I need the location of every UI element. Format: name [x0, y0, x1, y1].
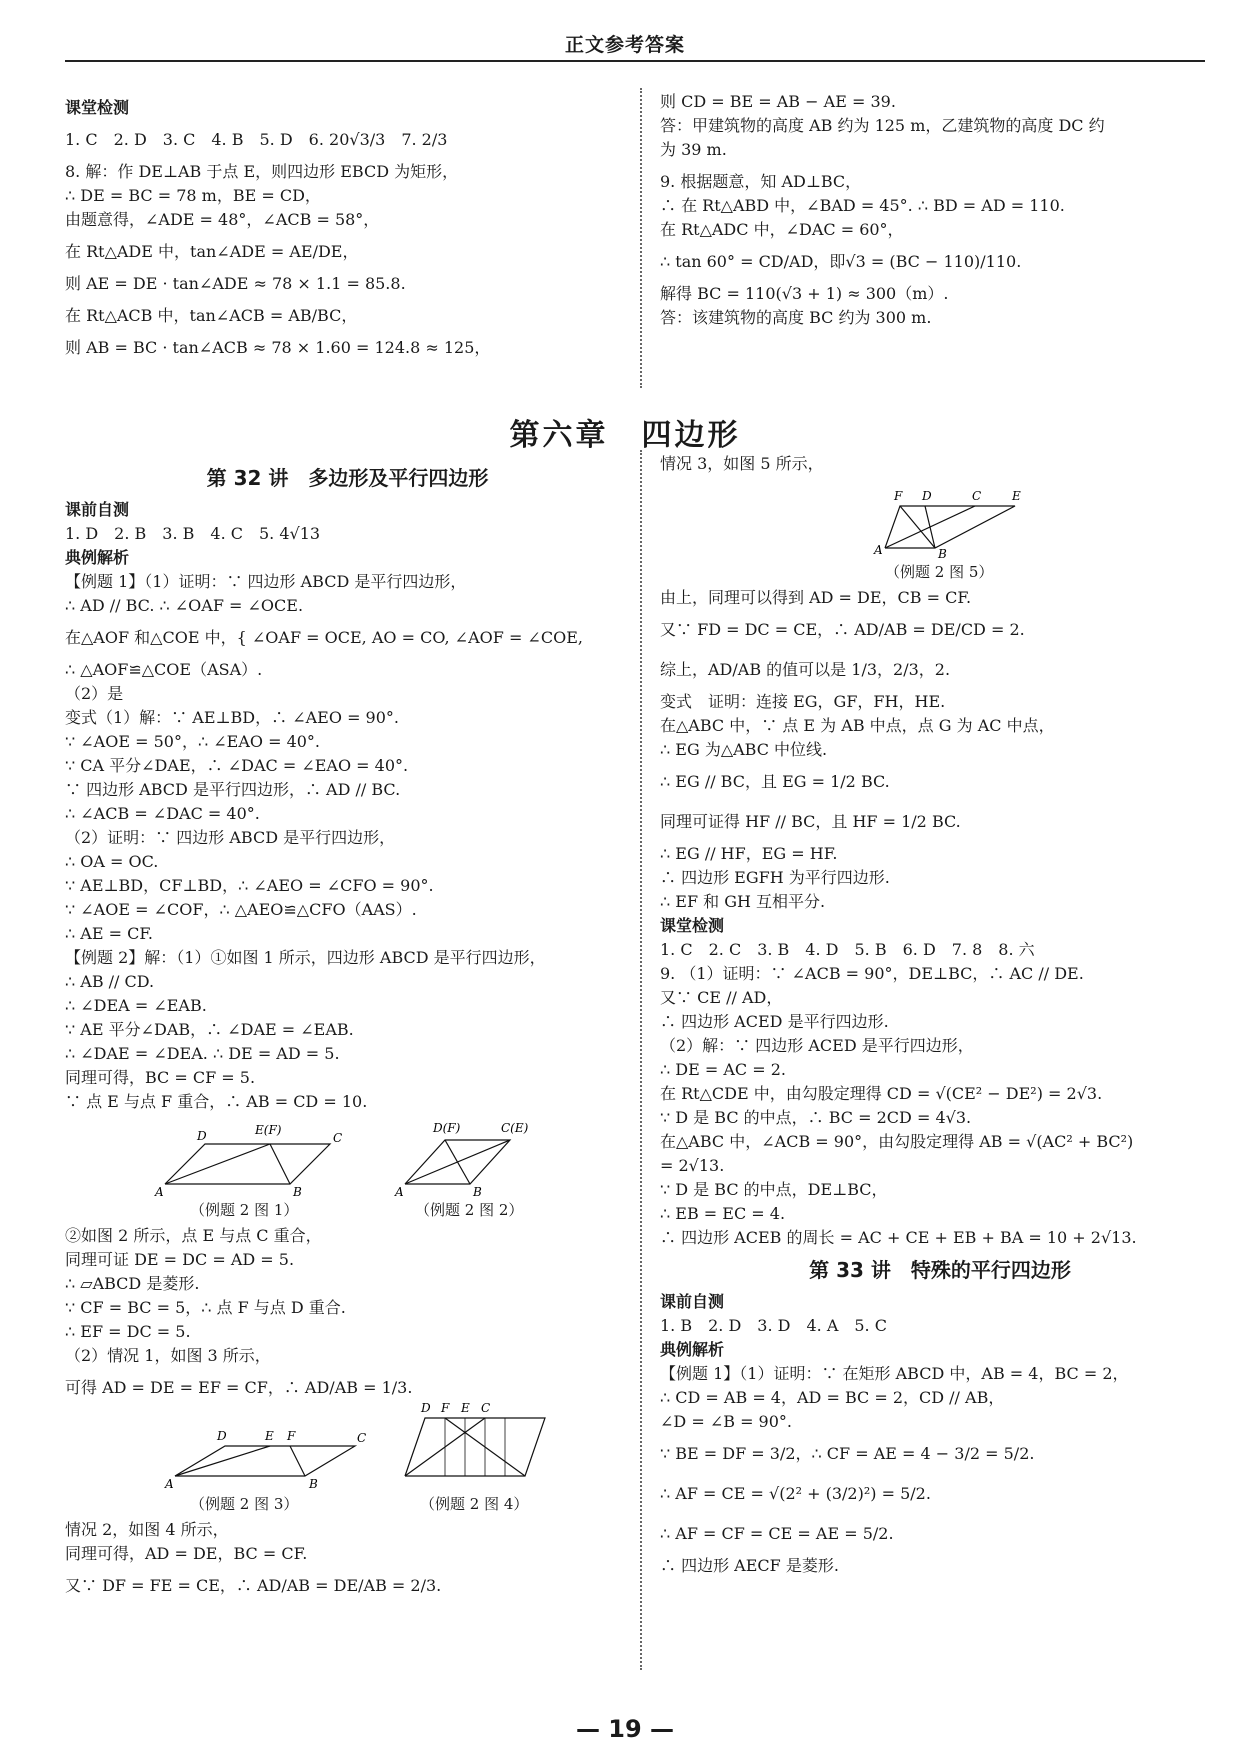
text-line: ∴ EF 和 GH 互相平分.	[660, 892, 826, 911]
text-line: 在 Rt△ACB 中，tan∠ACB = AB/BC，	[65, 306, 358, 325]
text-line: 在△ABC 中，∠ACB = 90°，由勾股定理得 AB = √(AC² + BC²)	[660, 1132, 1134, 1151]
figure-2	[65, 1114, 630, 1199]
svg-text:F: F	[441, 1401, 450, 1415]
section-heading: 课前自测	[660, 1292, 725, 1311]
svg-text:D: D	[197, 1129, 207, 1143]
text-line: ∵ 四边形 ABCD 是平行四边形，∴ AD // BC.	[65, 780, 401, 799]
svg-text:A: A	[155, 1185, 164, 1199]
text-line: ②如图 2 所示，点 E 与点 C 重合，	[65, 1226, 322, 1245]
figure-2-caption: （例题 2 图 2）	[415, 1201, 524, 1219]
text-line: ∴ ∠ACB = ∠DAC = 40°.	[65, 804, 260, 823]
text-line: 情况 2，如图 4 所示，	[65, 1520, 229, 1539]
text-line: 同理可得，BC = CF = 5.	[65, 1068, 256, 1087]
text-line: 情况 3，如图 5 所示，	[660, 454, 824, 473]
text-line: 8. 解：作 DE⊥AB 于点 E，则四边形 EBCD 为矩形，	[65, 162, 459, 181]
text-line: ∴ AE = CF.	[65, 924, 154, 943]
text-line: 为 39 m.	[660, 140, 727, 159]
text-line: ∴ 四边形 EGFH 为平行四边形.	[660, 868, 890, 887]
svg-text:B: B	[938, 547, 947, 561]
text-line: 又∵ CE // AD，	[660, 988, 783, 1007]
text-line: ∴ DE = AC = 2.	[660, 1060, 786, 1079]
text-line: 同理可得，AD = DE，BC = CF.	[65, 1544, 308, 1563]
text-line: ∠D = ∠B = 90°.	[660, 1412, 792, 1431]
text-line: 解得 BC = 110(√3 + 1) ≈ 300（m）.	[660, 284, 949, 303]
text-line: 在 Rt△ADC 中，∠DAC = 60°，	[660, 220, 904, 239]
figure-5-caption: （例题 2 图 5）	[885, 563, 994, 581]
svg-text:A: A	[165, 1477, 174, 1491]
text-line: 由题意得，∠ADE = 48°，∠ACB = 58°，	[65, 210, 380, 229]
text-line: ∴ DE = BC = 78 m，BE = CD，	[65, 186, 321, 205]
text-line: ∴ ∠DAE = ∠DEA. ∴ DE = AD = 5.	[65, 1044, 340, 1063]
svg-text:A: A	[874, 543, 883, 557]
top-right-column	[660, 90, 1210, 330]
text-line: 变式 证明：连接 EG，GF，FH，HE.	[660, 692, 946, 711]
text-line: 1. D 2. B 3. B 4. C 5. 4√13	[65, 524, 321, 543]
text-line: ∵ ∠AOE = ∠COF，∴ △AEO≌△CFO（AAS）.	[65, 900, 417, 919]
text-line: ∴ 四边形 ACED 是平行四边形.	[660, 1012, 889, 1031]
text-line: 答：甲建筑物的高度 AB 约为 125 m，乙建筑物的高度 DC 约	[660, 116, 1105, 135]
svg-text:D(F): D(F)	[433, 1121, 461, 1135]
lecture-title: 第 32 讲 多边形及平行四边形	[206, 466, 489, 490]
svg-text:E: E	[265, 1429, 274, 1443]
text-line: ∵ ∠AOE = 50°，∴ ∠EAO = 40°.	[65, 732, 321, 751]
text-line: ∵ BE = DF = 3/2，∴ CF = AE = 4 − 3/2 = 5/2.	[660, 1444, 1035, 1463]
svg-text:B: B	[473, 1185, 482, 1199]
text-line: ∵ CF = BC = 5，∴ 点 F 与点 D 重合.	[65, 1298, 346, 1317]
header-title: 正文参考答案	[564, 34, 685, 56]
column-divider	[640, 450, 642, 1670]
text-line: ∴ 四边形 ACEB 的周长 = AC + CE + EB + BA = 10 + 2√13.	[660, 1228, 1137, 1247]
svg-text:D: D	[217, 1429, 227, 1443]
text-line: ∵ 点 E 与点 F 重合，∴ AB = CD = 10.	[65, 1092, 368, 1111]
text-line: 在 Rt△CDE 中，由勾股定理得 CD = √(CE² − DE²) = 2√3.	[660, 1084, 1103, 1103]
text-line: 1. C 2. C 3. B 4. D 5. B 6. D 7. 8 8. 六	[660, 940, 1035, 959]
text-line: ∴ AF = CE = √(2² + (3/2)²) = 5/2.	[660, 1484, 931, 1503]
text-line: ∴ AB // CD.	[65, 972, 155, 991]
text-line: ∴ 四边形 AECF 是菱形.	[660, 1556, 839, 1575]
text-line: = 2√13.	[660, 1156, 725, 1175]
text-line: 【例题 2】解：（1）①如图 1 所示，四边形 ABCD 是平行四边形，	[65, 948, 546, 967]
text-line: （2）是	[65, 684, 124, 703]
svg-text:C: C	[972, 489, 982, 503]
main-left-column	[65, 458, 630, 1606]
text-line: 又∵ DF = FE = CE，∴ AD/AB = DE/AB = 2/3.	[65, 1576, 442, 1595]
text-line: 在 Rt△ADE 中，tan∠ADE = AE/DE，	[65, 242, 359, 261]
text-line: ∴ AD // BC. ∴ ∠OAF = ∠OCE.	[65, 596, 304, 615]
svg-text:C: C	[481, 1401, 491, 1415]
top-left-column	[65, 96, 625, 360]
section-heading: 课堂检测	[65, 98, 130, 117]
text-line: 【例题 1】（1）证明：∵ 四边形 ABCD 是平行四边形，	[65, 572, 467, 591]
svg-text:C: C	[333, 1131, 343, 1145]
figure-5	[660, 476, 1220, 561]
figure-3-caption: （例题 2 图 3）	[190, 1495, 299, 1513]
svg-text:F: F	[287, 1429, 296, 1443]
svg-text:D: D	[922, 489, 932, 503]
figure-row-1	[65, 1114, 630, 1224]
svg-text:B: B	[309, 1477, 318, 1491]
svg-text:E: E	[1012, 489, 1021, 503]
header-rule	[65, 60, 1205, 62]
text-line: ∴ tan 60° = CD/AD，即√3 = (BC − 110)/110.	[660, 252, 1022, 271]
svg-text:E(F): E(F)	[255, 1123, 282, 1137]
svg-text:B: B	[293, 1185, 302, 1199]
text-line: ∵ D 是 BC 的中点，DE⊥BC，	[660, 1180, 888, 1199]
svg-text:E: E	[461, 1401, 470, 1415]
text-line: ∴ ∠DEA = ∠EAB.	[65, 996, 207, 1015]
svg-text:F: F	[894, 489, 903, 503]
text-line: （2）解：∵ 四边形 ACED 是平行四边形，	[660, 1036, 974, 1055]
page-number: — 19 —	[575, 1715, 675, 1743]
text-line: ∵ AE⊥BD，CF⊥BD，∴ ∠AEO = ∠CFO = 90°.	[65, 876, 434, 895]
text-line: 9. 根据题意，知 AD⊥BC，	[660, 172, 862, 191]
lecture-title: 第 33 讲 特殊的平行四边形	[809, 1258, 1071, 1282]
text-line: ∴ EF = DC = 5.	[65, 1322, 191, 1341]
section-heading: 典例解析	[660, 1340, 725, 1359]
text-line: ∴ CD = AB = 4，AD = BC = 2，CD // AB，	[660, 1388, 1005, 1407]
text-line: 【例题 1】（1）证明：∵ 在矩形 ABCD 中，AB = 4，BC = 2，	[660, 1364, 1129, 1383]
main-right-column	[660, 452, 1220, 1578]
text-line: 则 CD = BE = AB − AE = 39.	[660, 92, 896, 111]
text-line: ∵ D 是 BC 的中点，∴ BC = 2CD = 4√3.	[660, 1108, 972, 1127]
text-line: 同理可证 DE = DC = AD = 5.	[65, 1250, 295, 1269]
text-line: 在△ABC 中，∵ 点 E 为 AB 中点，点 G 为 AC 中点，	[660, 716, 1055, 735]
text-line: 由上，同理可以得到 AD = DE，CB = CF.	[660, 588, 972, 607]
figure-row-2	[65, 1401, 630, 1518]
text-line: ∴ △AOF≌△COE（ASA）.	[65, 660, 263, 679]
svg-text:A: A	[395, 1185, 404, 1199]
text-line: ∴ AF = CF = CE = AE = 5/2.	[660, 1524, 894, 1543]
text-line: 又∵ FD = DC = CE，∴ AD/AB = DE/CD = 2.	[660, 620, 1025, 639]
text-line: ∵ CA 平分∠DAE，∴ ∠DAC = ∠EAO = 40°.	[65, 756, 409, 775]
section-heading: 典例解析	[65, 548, 130, 567]
svg-text:C(E): C(E)	[501, 1121, 529, 1135]
text-line: 同理可证得 HF // BC，且 HF = 1/2 BC.	[660, 812, 961, 831]
text-line: 9. （1）证明：∵ ∠ACB = 90°，DE⊥BC，∴ AC // DE.	[660, 964, 1084, 983]
text-line: ∴ EG 为△ABC 中位线.	[660, 740, 828, 759]
figure-4	[65, 1368, 630, 1478]
section-heading: 课前自测	[65, 500, 130, 519]
figure-row-3	[660, 476, 1220, 586]
text-line: （2）情况 1，如图 3 所示，	[65, 1346, 271, 1365]
text-line: 综上，AD/AB 的值可以是 1/3，2/3，2.	[660, 660, 951, 679]
figure-4-caption: （例题 2 图 4）	[420, 1495, 529, 1513]
chapter-title: 第六章 四边形	[509, 418, 741, 453]
text-line: 1. B 2. D 3. D 4. A 5. C	[660, 1316, 887, 1335]
text-line: ∴ OA = OC.	[65, 852, 159, 871]
figure-1-caption: （例题 2 图 1）	[190, 1201, 299, 1219]
text-line: 可得 AD = DE = EF = CF，∴ AD/AB = 1/3.	[65, 1378, 413, 1397]
text-line: 在△AOF 和△COE 中，{ ∠OAF = OCE, AO = CO, ∠AOF = ∠COE,	[65, 628, 583, 647]
section-heading: 课堂检测	[660, 916, 725, 935]
text-line: 则 AE = DE · tan∠ADE ≈ 78 × 1.1 = 85.8.	[65, 274, 406, 293]
text-line: 则 AB = BC · tan∠ACB ≈ 78 × 1.60 = 124.8 ≈ 125，	[65, 338, 491, 357]
text-line: 变式（1）解：∵ AE⊥BD，∴ ∠AEO = 90°.	[65, 708, 400, 727]
text-line: 答：该建筑物的高度 BC 约为 300 m.	[660, 308, 932, 327]
text-line: 1. C 2. D 3. C 4. B 5. D 6. 20√3/3 7. 2/3	[65, 130, 448, 149]
text-line: ∴ EG // HF，EG = HF.	[660, 844, 838, 863]
text-line: ∴ EB = EC = 4.	[660, 1204, 786, 1223]
column-divider	[640, 88, 642, 388]
text-line: （2）证明：∵ 四边形 ABCD 是平行四边形，	[65, 828, 396, 847]
text-line: ∴ 在 Rt△ABD 中，∠BAD = 45°. ∴ BD = AD = 110.	[660, 196, 1065, 215]
svg-text:D: D	[421, 1401, 431, 1415]
text-line: ∴ ▱ABCD 是菱形.	[65, 1274, 200, 1293]
text-line: ∴ EG // BC，且 EG = 1/2 BC.	[660, 772, 890, 791]
svg-text:C: C	[357, 1431, 367, 1445]
text-line: ∵ AE 平分∠DAB，∴ ∠DAE = ∠EAB.	[65, 1020, 354, 1039]
